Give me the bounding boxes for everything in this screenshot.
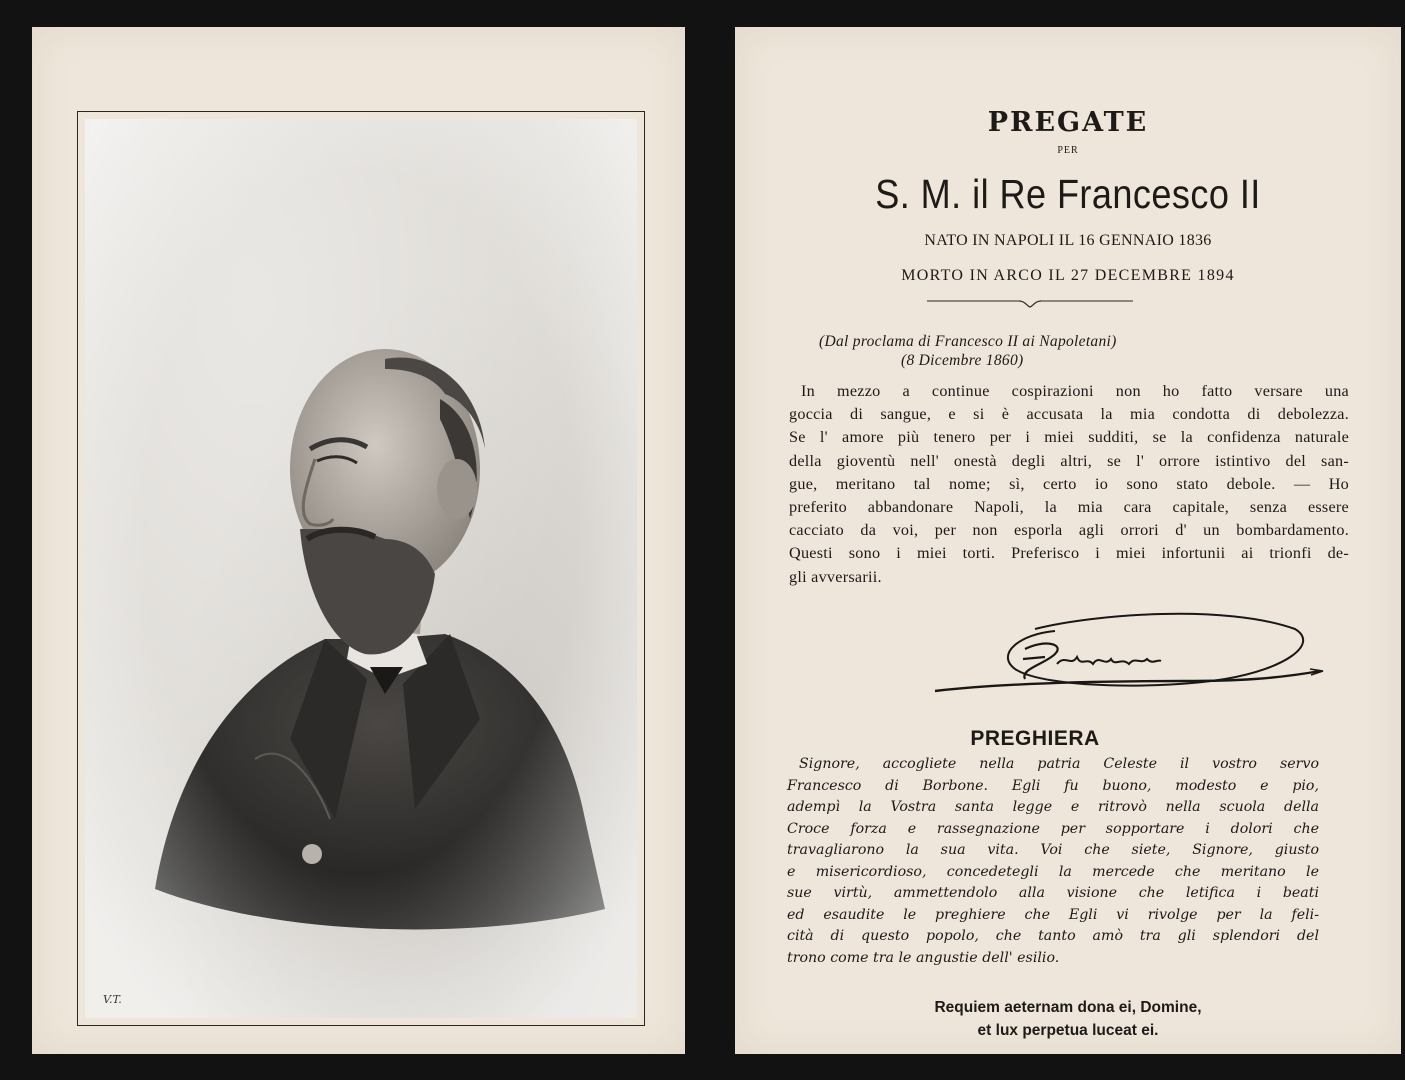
source-line-2: (8 Dicembre 1860) xyxy=(901,352,1024,369)
prayer-line: ed esaudite le preghiere che Egli vi rivolge per la feli- xyxy=(787,906,1319,923)
prayer-card xyxy=(735,27,1401,1054)
proclamation-line: preferito abbandonare Napoli, la mia cara capitale, senza essere xyxy=(789,498,1349,517)
prayer-line: sue virtù, ammettendolo alla visione che letifica i beati xyxy=(787,885,1319,901)
king-title: S. M. il Re Francesco II xyxy=(875,171,1261,217)
prayer-title: PREGHIERA xyxy=(970,727,1100,750)
requiem xyxy=(735,996,1401,1042)
ornament-divider xyxy=(927,297,1133,309)
portrait-illustration xyxy=(85,119,637,1018)
source-line-1: (Dal proclama di Francesco II ai Napoletani) xyxy=(819,333,1117,350)
proclamation-source xyxy=(819,332,1117,370)
portrait-photo xyxy=(85,119,637,1018)
birth-line: NATO IN NAPOLI IL 16 GENNAIO 1836 xyxy=(924,232,1212,249)
proclamation-line: gue, meritano tal nome; sì, certo io sono stato debole. — Ho xyxy=(789,474,1349,493)
prayer-line: cità di questo popolo, che tanto amò tra gli splendori del xyxy=(787,928,1319,944)
requiem-line-2: et lux perpetua luceat ei. xyxy=(977,1022,1159,1039)
proclamation-line: della gioventù nell' onestà degli altri, se l' orrore istintivo del san- xyxy=(789,451,1349,470)
prayer-line: Croce forza e rassegnazione per sopportare i dolori che xyxy=(787,820,1319,837)
proclamation-line: In mezzo a continue cospirazioni non ho fatto versare una xyxy=(801,382,1349,400)
prayer-line: adempì la Vostra santa legge e ritrovò nella scuola della xyxy=(787,799,1319,815)
photo-credit: V.T. xyxy=(103,993,122,1006)
proclamation-text xyxy=(789,380,1349,589)
proclamation-line: gli avversarii. xyxy=(789,567,882,586)
prayer-text xyxy=(787,754,1319,969)
signature xyxy=(925,609,1325,719)
prayer-line: travagliarono la sua vita. Voi che siete, Signore, giusto xyxy=(787,842,1319,858)
photo-frame xyxy=(77,111,645,1026)
death-line: MORTO IN ARCO IL 27 DECEMBRE 1894 xyxy=(901,267,1235,284)
heading-per: PER xyxy=(1057,145,1079,156)
prayer-line: e misericordioso, concedetegli la mercede che meritano le xyxy=(787,863,1319,880)
requiem-line-1: Requiem aeternam dona ei, Domine, xyxy=(934,999,1202,1016)
proclamation-line: goccia di sangue, e si è accusata la mia condotta di debolezza. xyxy=(789,405,1349,424)
prayer-line: trono come tra le angustie dell' esilio. xyxy=(787,949,1060,966)
heading-pregate: PREGATE xyxy=(987,107,1149,138)
prayer-line: Signore, accogliete nella patria Celeste il vostro servo xyxy=(799,756,1319,772)
proclamation-line: Se l' amore più tenero per i miei sudditi, se la confidenza naturale xyxy=(789,428,1349,447)
prayer-line: Francesco di Borbone. Egli fu buono, modesto e pio, xyxy=(787,777,1319,794)
proclamation-line: cacciato da voi, per non esporla agli orrori d' un bombardamento. xyxy=(789,521,1349,540)
proclamation-line: Questi sono i miei torti. Preferisco i miei infortunii ai trionfi de- xyxy=(789,544,1349,563)
portrait-card xyxy=(32,27,685,1054)
